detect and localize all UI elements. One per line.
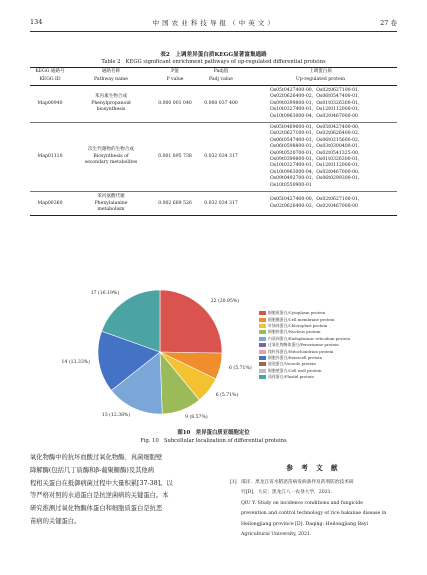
- pie-data-label: 14 (13.33%): [61, 360, 90, 366]
- legend-label: 细胞膜蛋白/Cell membrane protein: [268, 316, 335, 322]
- table-header-row-en: [30, 76, 397, 85]
- protein-id-line: Os02t0626400-02、Os06t0547400-01、: [270, 94, 363, 100]
- figure-caption-cn: 图10 差异蛋白质亚细胞定位: [177, 430, 250, 436]
- volume-label: 27 卷: [380, 19, 397, 27]
- legend-swatch: [259, 324, 266, 328]
- pathway-name-line: 苯丙素生物合成: [94, 94, 128, 100]
- header-rule: [30, 31, 397, 32]
- cell-padj-value: 0.032 034 317: [198, 122, 244, 191]
- protein-id-line: Os10t0963000-04、Os02t0467000-00、: [270, 169, 363, 175]
- body-paragraph: [30, 452, 216, 529]
- legend-swatch: [259, 343, 266, 347]
- protein-id-line: Os10t0963000-04、Os02t0467000-00: [270, 113, 358, 119]
- cell-pathway-name: [70, 122, 152, 191]
- cell-p-value: 0.000 001 040: [152, 85, 198, 122]
- reference-line: 邵洋．黑龙江省水稻恶苗病发病条件及药剂防治技术研: [241, 480, 354, 485]
- cell-p-value: 0.001 895 738: [152, 122, 198, 191]
- legend-swatch: [259, 318, 266, 322]
- reference-line: 究[D]．大庆：黑龙江八一农垦大学，2021.: [241, 490, 333, 496]
- reference-number: [1]: [230, 480, 237, 485]
- cell-proteins: [244, 192, 397, 216]
- pie-data-label: 13 (12.38%): [101, 413, 131, 419]
- chart-legend: [259, 310, 350, 380]
- table-caption-en: Table 2 KEGG significant enrichment pathways of up-regulated differential proteins: [101, 59, 326, 65]
- pathway-name-line: Phenylpropanoid: [91, 100, 131, 106]
- legend-swatch: [259, 369, 266, 373]
- protein-id-line: Os09t0399800-01、Os01t0326300-01、: [270, 100, 363, 106]
- header-protein-cn: 上调蛋白质: [244, 68, 397, 77]
- pie-data-label: 22 (20.95%): [210, 299, 240, 305]
- protein-id-line: Os06t0598800-01、Os03t0300400-01、: [270, 144, 363, 150]
- cell-padj-value: 0.000 037 400: [198, 85, 244, 122]
- body-line: 氧化物酶中的抗坏血酸过氧化物酶、真菌细胞壁: [30, 454, 163, 461]
- legend-swatch: [259, 337, 266, 341]
- reference-line: QIU Y. Study on incidence conditions and fungicide: [241, 500, 364, 506]
- table-header-row-cn: [30, 68, 397, 77]
- legend-swatch: [259, 330, 266, 334]
- reference-item: [230, 478, 398, 540]
- pie-data-label: 17 (16.19%): [90, 290, 120, 296]
- cell-pathway-name: [70, 192, 152, 216]
- pie-data-label: 6 (5.71%): [215, 392, 239, 398]
- legend-swatch: [259, 356, 266, 360]
- legend-label: 细胞壁蛋白/Cell wall protein: [268, 367, 322, 373]
- table-caption-cn: 表2 上调差异蛋白质KEGG显著富集通路: [160, 52, 267, 58]
- legend-swatch: [259, 350, 266, 354]
- page-number: 134: [30, 18, 43, 26]
- cell-padj-value: 0.032 034 317: [198, 192, 244, 216]
- journal-title: 中 国 农 业 科 技 导 报 （ 中 英 文 ）: [152, 19, 275, 27]
- pie-data-label: 9 (8.57%): [185, 415, 208, 421]
- header-kegg-id-cn: KEGG 通路号: [30, 68, 70, 77]
- protein-id-line: Os09t0492700-01、Os06t0299300-01、: [270, 176, 363, 182]
- header-kegg-id-en: KEGG ID: [30, 76, 70, 85]
- header-pathway-name-cn: 通路名称: [70, 68, 152, 77]
- reference-line: prevention and control technology of rice bakanae disease in: [241, 511, 387, 517]
- legend-item: [259, 374, 350, 380]
- protein-id-line: Os05t0427400-00、Os02t0627100-01、: [270, 197, 363, 203]
- legend-label: 过氧化物酶体蛋白/Peroxisome protein: [268, 342, 339, 348]
- pathway-name-line: biosynthesis: [96, 107, 126, 113]
- table-row: [30, 85, 397, 122]
- body-line: 苗病的关键蛋白。: [30, 517, 81, 525]
- protein-id-line: Os02t0626400-02、Os02t0467000-00: [270, 203, 358, 209]
- pathway-name-line: secondary metabolites: [84, 160, 138, 166]
- legend-label: 质体蛋白/Plastid protein: [268, 374, 314, 380]
- pie-chart-figure: [30, 268, 397, 423]
- legend-label: 细胞核蛋白/Nucleus protein: [268, 329, 321, 335]
- cell-pathway-name: [70, 85, 152, 122]
- header-padj-value-en: Padj value: [198, 76, 244, 85]
- reference-line: Heilongjiang province [D]. Daqing: Heilongjiang Bayi: [241, 521, 368, 527]
- cell-kegg-id: Map01110: [30, 122, 70, 191]
- protein-id-line: Os10t0550900-01: [270, 182, 312, 188]
- pathway-name-line: Phenylalanine: [94, 200, 128, 206]
- legend-label: 细胞质蛋白/Cytoplasm protein: [268, 310, 326, 316]
- protein-id-line: Os10t0327400-01、Os12t0112000-01、: [270, 107, 363, 113]
- cell-proteins: [244, 85, 397, 122]
- running-header: [30, 18, 397, 30]
- legend-swatch: [259, 311, 266, 315]
- protein-id-line: Os09t0520700-01、Os02t0541325-00、: [270, 150, 363, 156]
- table-row: [30, 192, 397, 216]
- table-row: [30, 122, 397, 191]
- pathway-name-line: 次生代谢物的生物合成: [88, 147, 134, 153]
- figure-caption-en: Fig. 10 Subcellular localization of differential proteins: [140, 438, 287, 444]
- legend-swatch: [259, 375, 266, 379]
- body-line: 程相关蛋白在抵御病菌过程中大量积累[37-38]。以: [30, 479, 173, 487]
- pie-data-label: 6 (5.71%): [229, 365, 252, 371]
- kegg-table: [30, 67, 397, 216]
- references-title: 参 考 文 献: [286, 464, 341, 472]
- legend-label: 线粒体蛋白/Mitochondrion protein: [268, 348, 334, 354]
- protein-id-line: Os10t0327400-01、Os12t0112000-01、: [270, 163, 363, 169]
- protein-id-line: Os02t0627100-01、Os02t0626400-02、: [270, 131, 363, 137]
- pie-chart: [90, 282, 230, 422]
- cell-proteins: [244, 122, 397, 191]
- cell-p-value: 0.002 669 526: [152, 192, 198, 216]
- legend-label: 叶绿体蛋白/Chloroplast protein: [268, 323, 328, 329]
- cell-kegg-id: Map00360: [30, 192, 70, 216]
- legend-label: 液泡蛋白/Vacuole protein: [268, 361, 316, 367]
- header-protein-en: Up-regulated protein: [244, 76, 397, 85]
- legend-label: 内质网蛋白/Endoplasmic reticulum protein: [268, 335, 350, 341]
- header-pathway-name-en: Pathway name: [70, 76, 152, 85]
- pathway-name-line: Biosynthesis of: [93, 153, 129, 159]
- pathway-name-line: metabolism: [97, 207, 125, 213]
- references-list: [230, 478, 398, 540]
- protein-id-line: Os06t0547400-01、Os06t0215600-02、: [270, 137, 363, 143]
- protein-id-line: Os09t0399800-01、Os01t0326300-01、: [270, 157, 363, 163]
- reference-line: Agricultural University, 2021.: [241, 532, 312, 538]
- header-p-value-cn: P值: [152, 68, 198, 77]
- body-line: 等严格对照的水道蛋白是抗逆菌病的关键蛋白。本: [30, 492, 169, 500]
- pathway-name-line: 苯丙氨酸代谢: [97, 194, 125, 200]
- cell-kegg-id: Map00940: [30, 85, 70, 122]
- legend-label: 细胞外蛋白/Extracell protein: [268, 354, 323, 360]
- header-padj-value-cn: Padj值: [198, 68, 244, 77]
- body-line: 降解酶(包括几丁质酶和β-葡聚糖酶)及其他病: [30, 466, 155, 474]
- legend-swatch: [259, 362, 266, 366]
- protein-id-line: Os05t0469600-01、Os05t0427400-00、: [270, 124, 363, 130]
- protein-id-line: Os05t0427400-00、Os02t0627100-01、: [270, 87, 363, 93]
- header-p-value-en: P value: [152, 76, 198, 85]
- body-line: 研究推测过氧化物酶体蛋白和细胞质蛋白是抗恶: [30, 505, 163, 513]
